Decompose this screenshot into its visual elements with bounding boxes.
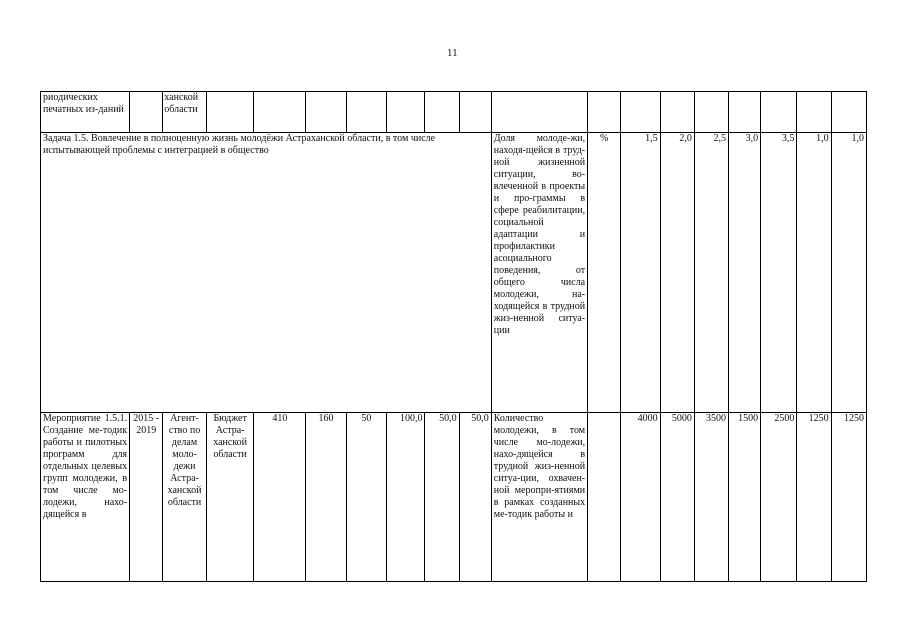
carryover-indicator-cell [491, 92, 587, 133]
activity-value-cell: 1250 [797, 413, 831, 582]
activity-finance-cell: 160 [306, 413, 346, 582]
activity-finance-cell: 50 [346, 413, 386, 582]
activity-value-cell: 4000 [621, 413, 660, 582]
carryover-value-cell-4 [729, 92, 761, 133]
task-indicator-cell: Доля молоде-жи, находя-щейся в труд-ной жизненной ситуации, во-влеченной в проекты и про-граммы в сфере реабилитации, социальной адаптации и профилактики асоциального поведения, от общего числа молодежи, на-ходящейся в трудной жиз-ненной ситуа-ции [491, 133, 587, 413]
activity-value-cell: 3500 [694, 413, 728, 582]
program-table [40, 91, 867, 582]
task-value-cell: 1,0 [797, 133, 831, 413]
carryover-value-cell-7 [831, 92, 866, 133]
table-row-task [41, 133, 867, 413]
activity-source-cell: Бюджет Астра-ханской области [206, 413, 254, 582]
activity-finance-cell: 50,0 [459, 413, 491, 582]
activity-unit-cell [588, 413, 621, 582]
activity-finance-cell: 410 [254, 413, 306, 582]
carryover-value-cell-1 [621, 92, 660, 133]
carryover-finance-cell-5 [425, 92, 459, 133]
activity-value-cell: 5000 [660, 413, 694, 582]
carryover-value-cell-5 [761, 92, 797, 133]
carryover-finance-cell-4 [387, 92, 425, 133]
task-title-cell: Задача 1.5. Вовлечение в полноценную жизнь молодёжи Астраханской области, в том числе испытывающей проблемы с интеграцией в общество [41, 133, 492, 413]
carryover-finance-cell-1 [254, 92, 306, 133]
activity-finance-cell: 50,0 [425, 413, 459, 582]
carryover-value-cell-6 [797, 92, 831, 133]
carryover-value-cell-3 [694, 92, 728, 133]
task-value-cell: 3,0 [729, 133, 761, 413]
carryover-period-cell [130, 92, 163, 133]
task-unit-cell: % [588, 133, 621, 413]
activity-value-cell: 1500 [729, 413, 761, 582]
task-value-cell: 1,5 [621, 133, 660, 413]
activity-finance-cell: 100,0 [387, 413, 425, 582]
activity-name-cell: Мероприятие 1.5.1. Создание ме-тодик работы и пилотных программ для отдельных целевых групп молодежи, в том числе мо-лодежи, нахо-дящейся в [41, 413, 130, 582]
task-value-cell: 2,0 [660, 133, 694, 413]
carryover-finance-cell-2 [306, 92, 346, 133]
activity-period-cell: 2015 - 2019 [130, 413, 163, 582]
carryover-unit-cell [588, 92, 621, 133]
carryover-value-cell-2 [660, 92, 694, 133]
carryover-executor-cell: ханской области [163, 92, 207, 133]
carryover-source-cell [206, 92, 254, 133]
activity-executor-cell: Агент-ство по делам моло-дежи Астра-ханской области [163, 413, 207, 582]
carryover-finance-cell-3 [346, 92, 386, 133]
table-row-activity [41, 413, 867, 582]
activity-indicator-cell: Количество молодежи, в том числе мо-лодежи, нахо-дящейся в трудной жиз-ненной ситуа-ции, охвачен-ной меропри-ятиями в рамках созданных ме-тодик работы и [491, 413, 587, 582]
page-number: 11 [447, 47, 458, 59]
task-value-cell: 3,5 [761, 133, 797, 413]
carryover-name-cell: риодических печатных из-даний [41, 92, 130, 133]
table-row-carryover [41, 92, 867, 133]
task-value-cell: 1,0 [831, 133, 866, 413]
activity-value-cell: 1250 [831, 413, 866, 582]
activity-value-cell: 2500 [761, 413, 797, 582]
task-value-cell: 2,5 [694, 133, 728, 413]
carryover-finance-cell-6 [459, 92, 491, 133]
